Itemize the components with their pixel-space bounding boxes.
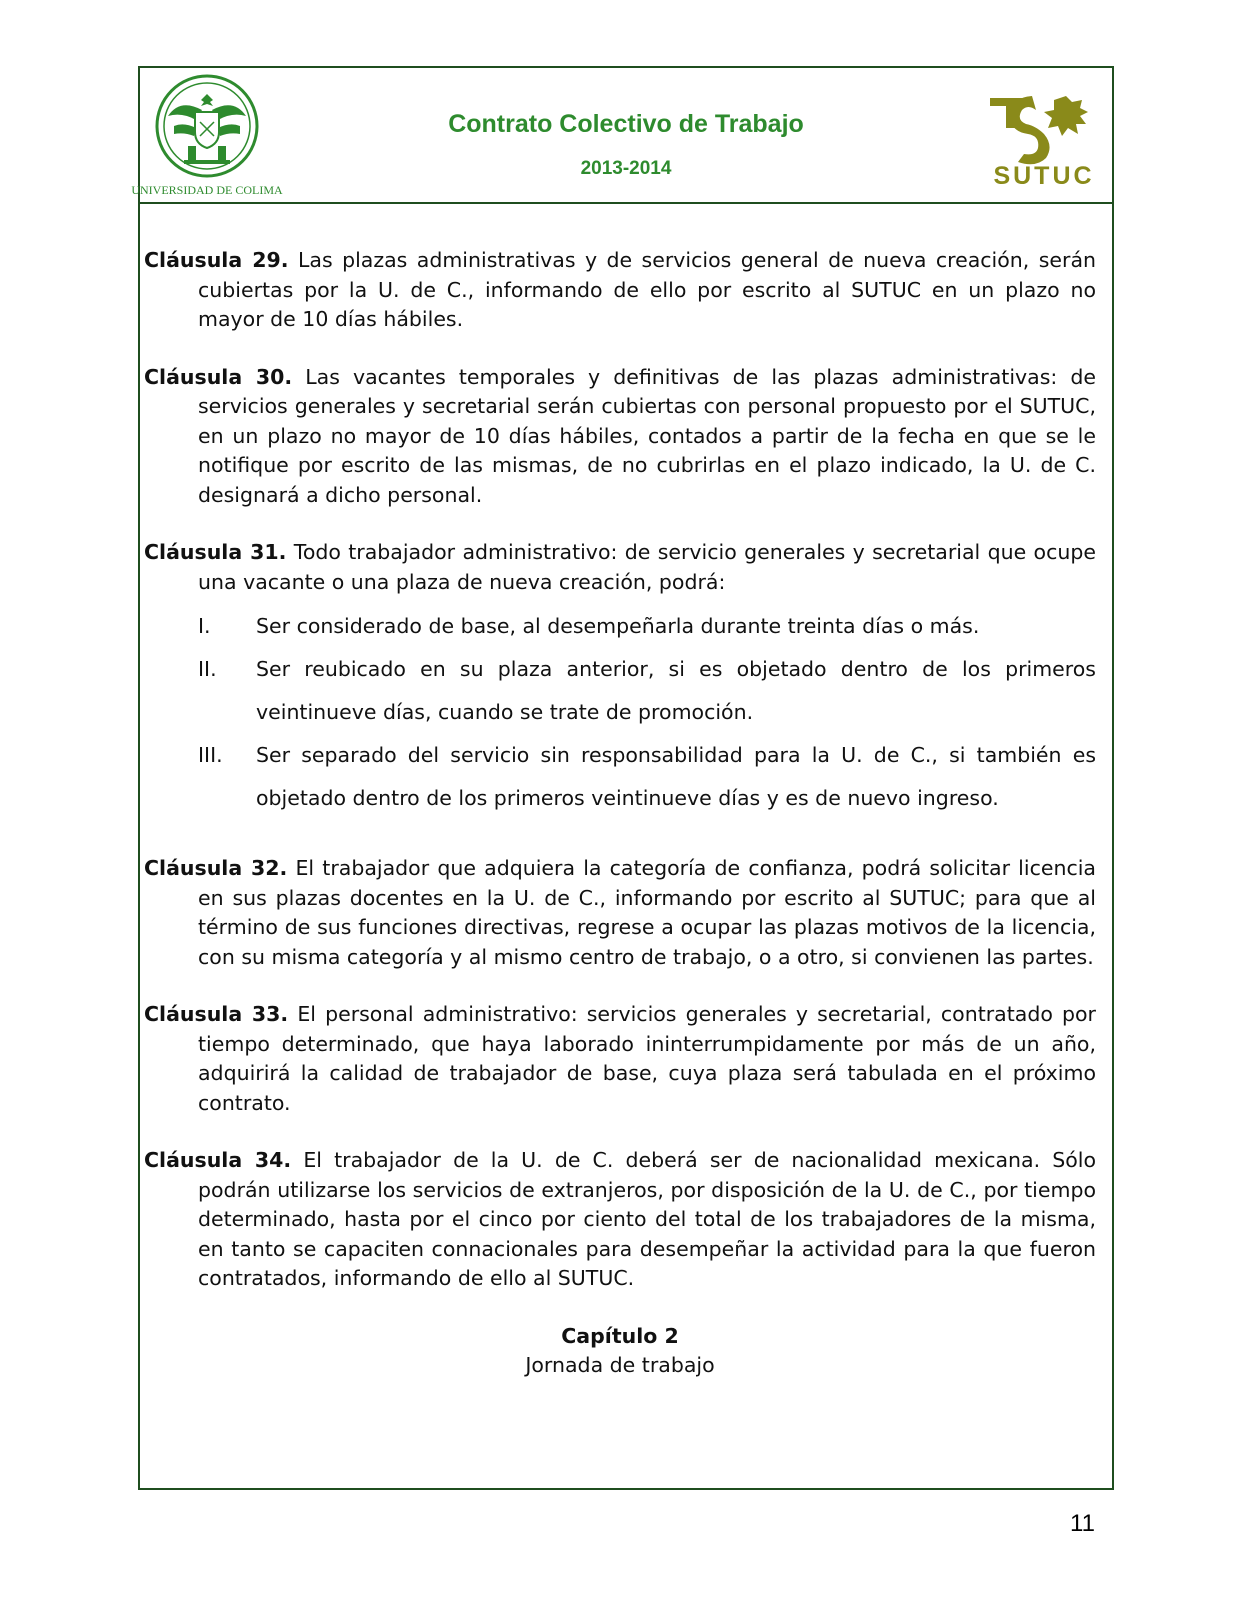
chapter-subtitle: Jornada de trabajo: [525, 1353, 715, 1377]
page-frame: [131, 66, 1114, 1490]
clause-number: Cláusula 32.: [144, 856, 288, 880]
clause-29: [144, 246, 1096, 335]
clause-text: Las plazas administrativas y de servicios general de nueva creación, serán cubiertas por la U. de C., informando de ello por escrito al SUTUC en un plazo no mayor de 10 días hábiles.: [198, 248, 1096, 331]
document-title: Contrato Colectivo de Trabajo: [448, 110, 804, 138]
chapter-title: Capítulo 2: [561, 1323, 679, 1348]
clause-text: Las vacantes temporales y definitivas de las plazas administrativas: de servicios generales y secretarial serán cubiertas con personal propuesto por el SUTUC, en un plazo no mayor de 10 días hábiles, contados a partir de la fecha en que se le notifique por escrito de las mismas, de no cubrirlas en el plazo indicado, la U. de C. designará a dicho personal.: [198, 364, 1096, 507]
chapter-heading: [144, 1322, 1096, 1381]
roman-numeral: II.: [198, 657, 217, 681]
clause-31-list: [144, 605, 1096, 820]
roman-numeral: III.: [198, 743, 223, 767]
list-item: [144, 605, 1096, 648]
clause-text: El trabajador que adquiera la categoría de confianza, podrá solicitar licencia en sus plazas docentes en la U. de C., informando por escrito al SUTUC; para que al término de sus funciones directivas, regrese a ocupar las plazas motivos de la licencia, con su misma categoría y al mismo centro de trabajo, o a otro, si convienen las partes.: [198, 856, 1096, 969]
document-body: [144, 246, 1096, 1381]
document-years: 2013-2014: [580, 158, 672, 179]
clause-text: El trabajador de la U. de C. deberá ser de nacionalidad mexicana. Sólo podrán utilizarse los servicios de extranjeros, por disposición de la U. de C., por tiempo determinado, hasta por el cinco por ciento del total de los trabajadores de la misma, en tanto se capaciten connacionales para desempeñar la actividad para la que fueron contratados, informando de ello al SUTUC.: [198, 1148, 1097, 1290]
list-item-text: Ser separado del servicio sin responsabilidad para la U. de C., si también es objetado dentro de los primeros veintinueve días y es de nuevo ingreso.: [256, 743, 1096, 810]
list-item-text: Ser reubicado en su plaza anterior, si es objetado dentro de los primeros veintinueve días, cuando se trate de promoción.: [256, 657, 1096, 724]
list-item: [144, 648, 1096, 734]
clause-number: Cláusula 31.: [144, 540, 287, 564]
clause-32: [144, 854, 1096, 972]
sutuc-emblem-icon: [982, 82, 1106, 192]
page-number: 11: [1070, 1510, 1095, 1537]
clause-30: [144, 363, 1096, 511]
clause-text: Todo trabajador administrativo: de servicio generales y secretarial que ocupe una vacante o una plaza de nueva creación, podrá:: [198, 540, 1096, 594]
clause-number: Cláusula 29.: [144, 248, 289, 272]
sutuc-logo-caption: SUTUC: [993, 162, 1095, 190]
university-logo-caption: UNIVERSIDAD DE COLIMA: [131, 183, 283, 197]
clause-31: [144, 538, 1096, 597]
roman-numeral: I.: [198, 614, 211, 638]
page-header: [131, 68, 1112, 204]
clause-text: El personal administrativo: servicios generales y secretarial, contratado por tiempo determinado, que haya laborado ininterrumpidamente por más de un año, adquirirá la calidad de trabajador de base, cuya plaza será tabulada en el próximo contrato.: [198, 1002, 1096, 1115]
clause-number: Cláusula 30.: [144, 364, 293, 389]
list-item-text: Ser considerado de base, al desempeñarla durante treinta días o más.: [256, 614, 980, 638]
clause-number: Cláusula 33.: [144, 1002, 289, 1026]
clause-34: [144, 1146, 1096, 1294]
list-item: [144, 734, 1096, 820]
clause-33: [144, 1000, 1096, 1118]
clause-number: Cláusula 34.: [144, 1148, 292, 1172]
